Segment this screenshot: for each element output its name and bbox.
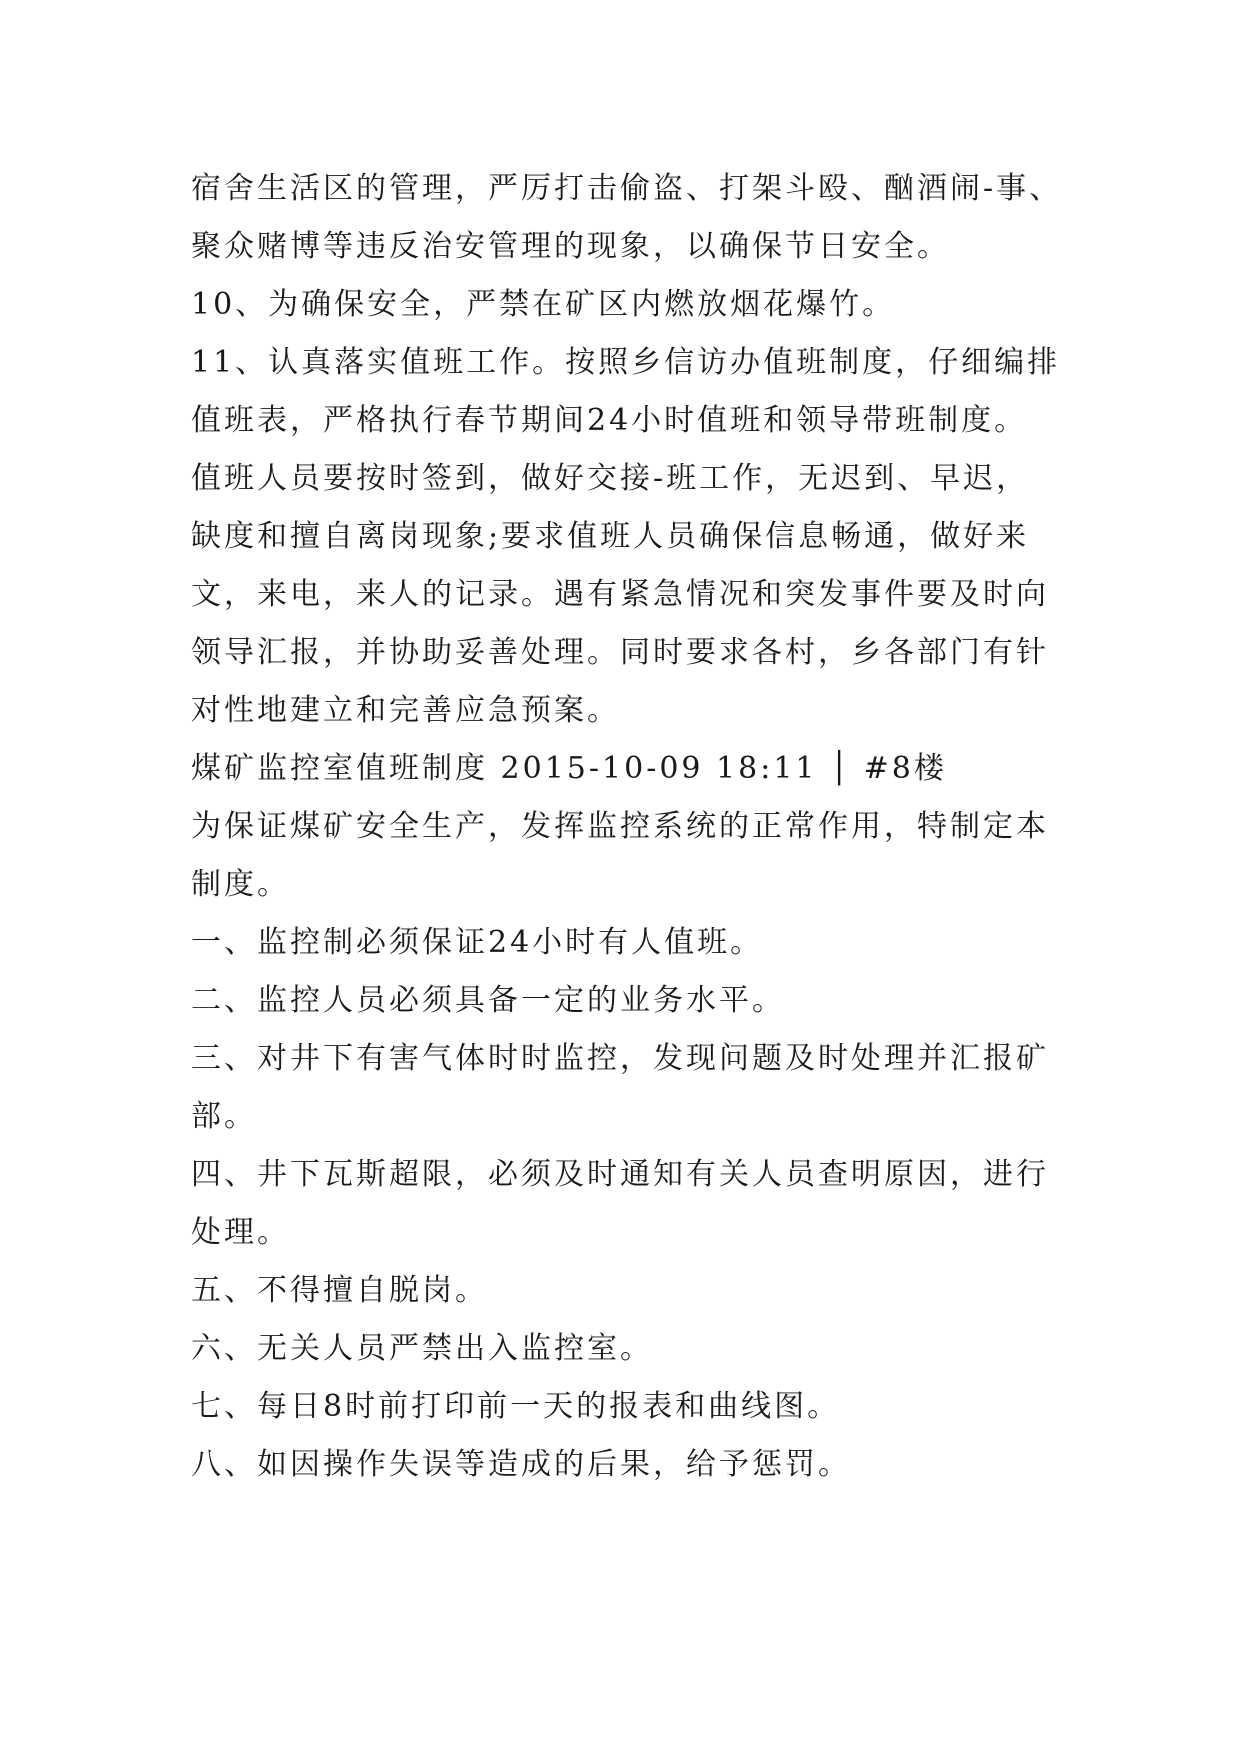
rule-item: 八、如因操作失误等造成的后果，给予惩罚。 xyxy=(191,1447,851,1482)
rule-item: 二、监控人员必须具备一定的业务水平。 xyxy=(191,983,785,1018)
text-line: 缺度和擅自离岗现象;要求值班人员确保信息畅通，做好来 xyxy=(191,519,1030,554)
text-line: 文，来电，来人的记录。遇有紧急情况和突发事件要及时向 xyxy=(191,577,1049,612)
rule-item: 一、监控制必须保证24小时有人值班。 xyxy=(191,925,764,960)
rule-item: 四、井下瓦斯超限，必须及时通知有关人员查明原因，进行 xyxy=(191,1157,1049,1192)
text-line: 部。 xyxy=(191,1099,257,1134)
text-line: 宿舍生活区的管理，严厉打击偷盗、打架斗殴、酗酒闹-事、 xyxy=(191,171,1063,206)
rule-item: 七、每日8时前打印前一天的报表和曲线图。 xyxy=(191,1389,841,1424)
text-line: 值班人员要按时签到，做好交接-班工作，无迟到、早迟， xyxy=(191,461,1030,496)
text-line: 制度。 xyxy=(191,867,290,902)
rule-item: 三、对井下有害气体时时监控，发现问题及时处理并汇报矿 xyxy=(191,1041,1049,1076)
rule-item: 五、不得擅自脱岗。 xyxy=(191,1273,488,1308)
post-header: 煤矿监控室值班制度 2015-10-09 18:11 │ #8楼 xyxy=(191,751,947,786)
text-line: 聚众赌博等违反治安管理的现象，以确保节日安全。 xyxy=(191,229,950,264)
text-line: 值班表，严格执行春节期间24小时值班和领导带班制度。 xyxy=(191,403,1028,438)
document-body xyxy=(191,160,1091,1494)
text-line: 为保证煤矿安全生产，发挥监控系统的正常作用，特制定本 xyxy=(191,809,1049,844)
text-line: 处理。 xyxy=(191,1215,290,1250)
text-line: 领导汇报，并协助妥善处理。同时要求各村，乡各部门有针 xyxy=(191,635,1049,670)
rule-item: 六、无关人员严禁出入监控室。 xyxy=(191,1331,653,1366)
text-line: 11、认真落实值班工作。按照乡信访办值班制度，仔细编排 xyxy=(191,345,1061,380)
text-line: 10、为确保安全，严禁在矿区内燃放烟花爆竹。 xyxy=(191,287,896,322)
text-line: 对性地建立和完善应急预案。 xyxy=(191,693,620,728)
